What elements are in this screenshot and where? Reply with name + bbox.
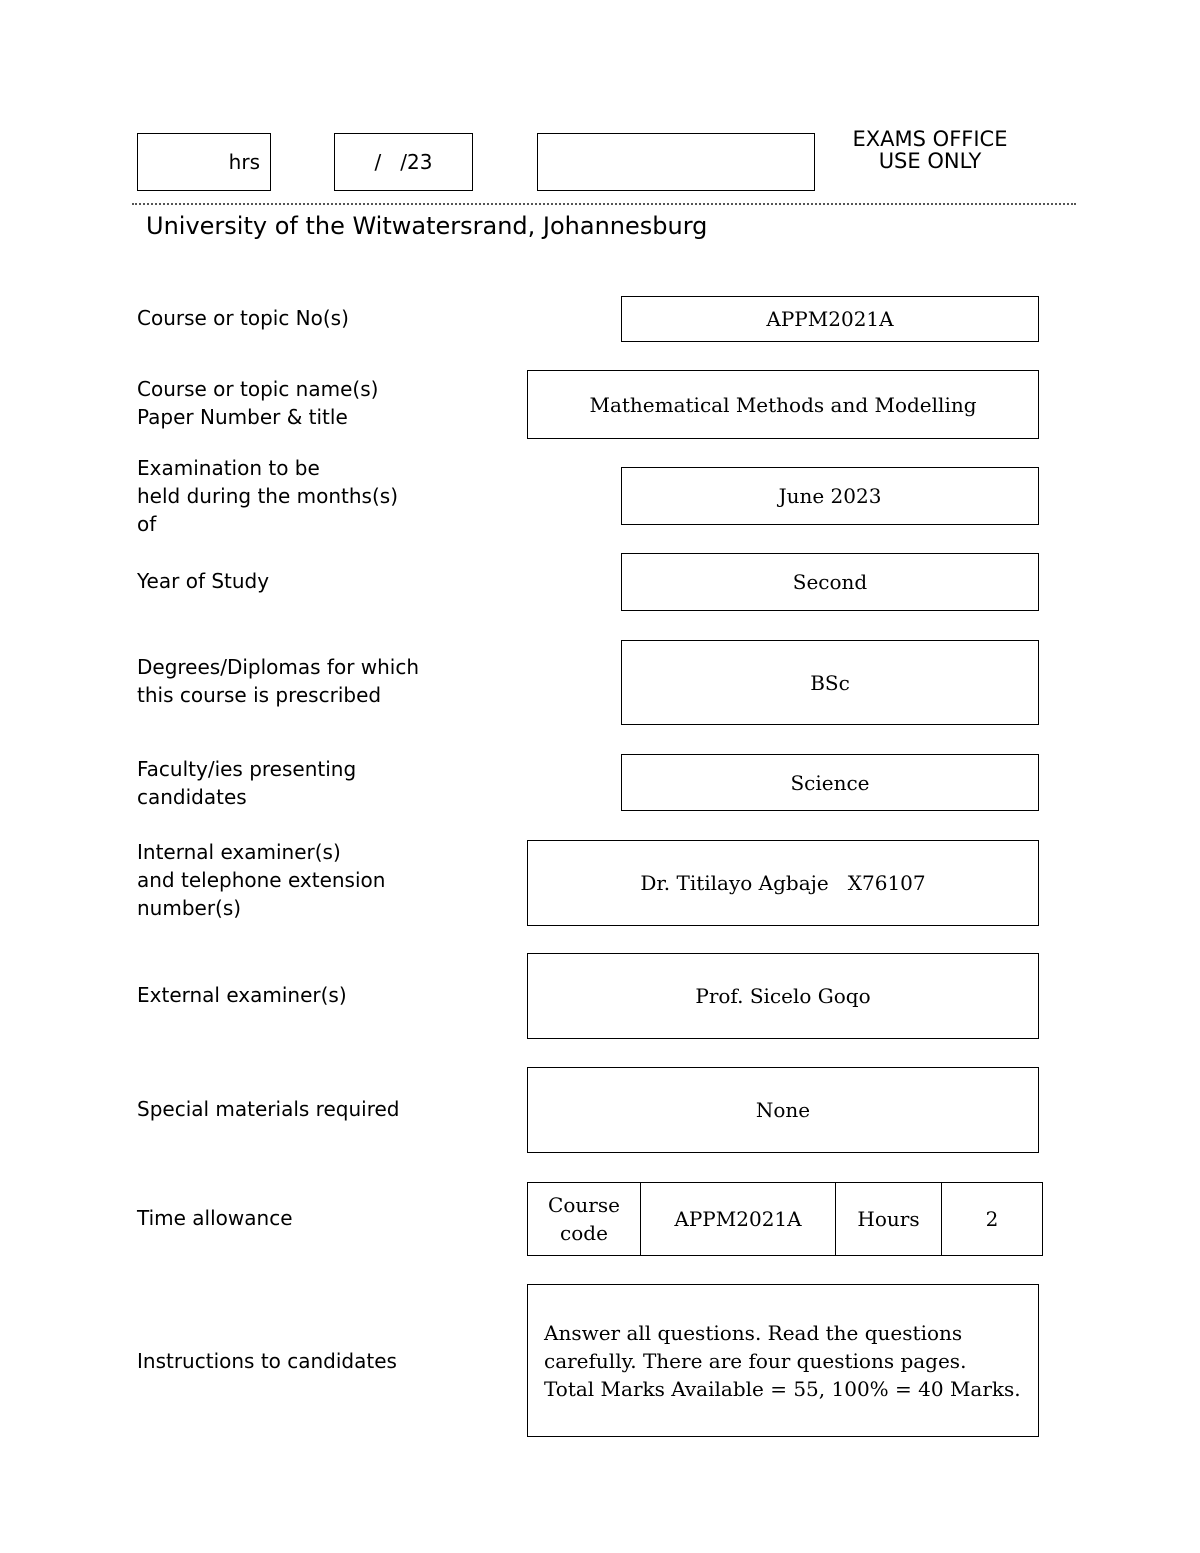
- internal-examiner-box: [527, 840, 1039, 926]
- course-code-label: Course code: [548, 1193, 620, 1245]
- exams-office-line2: USE ONLY: [878, 149, 982, 173]
- course-no-value: APPM2021A: [766, 307, 894, 331]
- faculty-label: Faculty/ies presenting candidates: [137, 757, 357, 809]
- internal-examiner-value: Dr. Titilayo Agbaje X76107: [640, 871, 926, 895]
- special-materials-label: Special materials required: [137, 1097, 400, 1121]
- degrees-label: Degrees/Diplomas for which this course is prescribed: [137, 655, 420, 707]
- cut-line: [132, 203, 1076, 205]
- instructions-value: Answer all questions. Read the questions carefully. There are four questions pages. Total Marks Available = 55, 100% = 40 Marks.: [544, 1320, 1021, 1401]
- exams-office-note: [830, 128, 1030, 172]
- year-of-study-box: [621, 553, 1039, 611]
- year-of-study-value: Second: [792, 570, 868, 594]
- special-materials-value: None: [755, 1098, 811, 1122]
- instructions-label: Instructions to candidates: [137, 1349, 397, 1373]
- course-no-label: Course or topic No(s): [137, 306, 349, 330]
- special-materials-box: [527, 1067, 1039, 1153]
- course-name-value: Mathematical Methods and Modelling: [589, 392, 977, 417]
- degrees-value: BSc: [810, 670, 850, 695]
- course-name-label: Course or topic name(s) Paper Number & title: [137, 377, 379, 429]
- university-name: University of the Witwatersrand, Johannesburg: [146, 212, 708, 240]
- faculty-value: Science: [790, 770, 870, 795]
- external-examiner-box: [527, 953, 1039, 1039]
- date-box: [334, 133, 473, 191]
- internal-examiner-label: Internal examiner(s) and telephone extension number(s): [137, 840, 386, 920]
- hours-label-cell: [836, 1183, 942, 1255]
- exam-months-label: Examination to be held during the months(s) of: [137, 456, 399, 536]
- year-of-study-label: Year of Study: [137, 569, 270, 593]
- course-code-value: APPM2021A: [674, 1207, 802, 1231]
- course-code-label-cell: [528, 1183, 641, 1255]
- time-allowance-label: Time allowance: [137, 1206, 293, 1230]
- hours-value-cell: [942, 1183, 1042, 1255]
- hours-value: 2: [985, 1207, 999, 1231]
- course-name-box: [527, 370, 1039, 439]
- exam-months-value: June 2023: [778, 484, 882, 508]
- degrees-box: [621, 640, 1039, 725]
- course-no-box: [621, 296, 1039, 342]
- exam-months-box: [621, 467, 1039, 525]
- time-allowance-table: [527, 1182, 1043, 1256]
- external-examiner-label: External examiner(s): [137, 983, 347, 1007]
- date-value: / /23: [374, 150, 433, 174]
- external-examiner-value: Prof. Sicelo Goqo: [695, 984, 871, 1008]
- hours-label: Hours: [857, 1207, 920, 1231]
- office-blank-box: [537, 133, 815, 191]
- course-code-value-cell: [641, 1183, 836, 1255]
- faculty-box: [621, 754, 1039, 811]
- hours-label: hrs: [228, 150, 260, 174]
- exams-office-line1: EXAMS OFFICE: [852, 127, 1008, 151]
- hours-box: [137, 133, 271, 191]
- instructions-box: [527, 1284, 1039, 1437]
